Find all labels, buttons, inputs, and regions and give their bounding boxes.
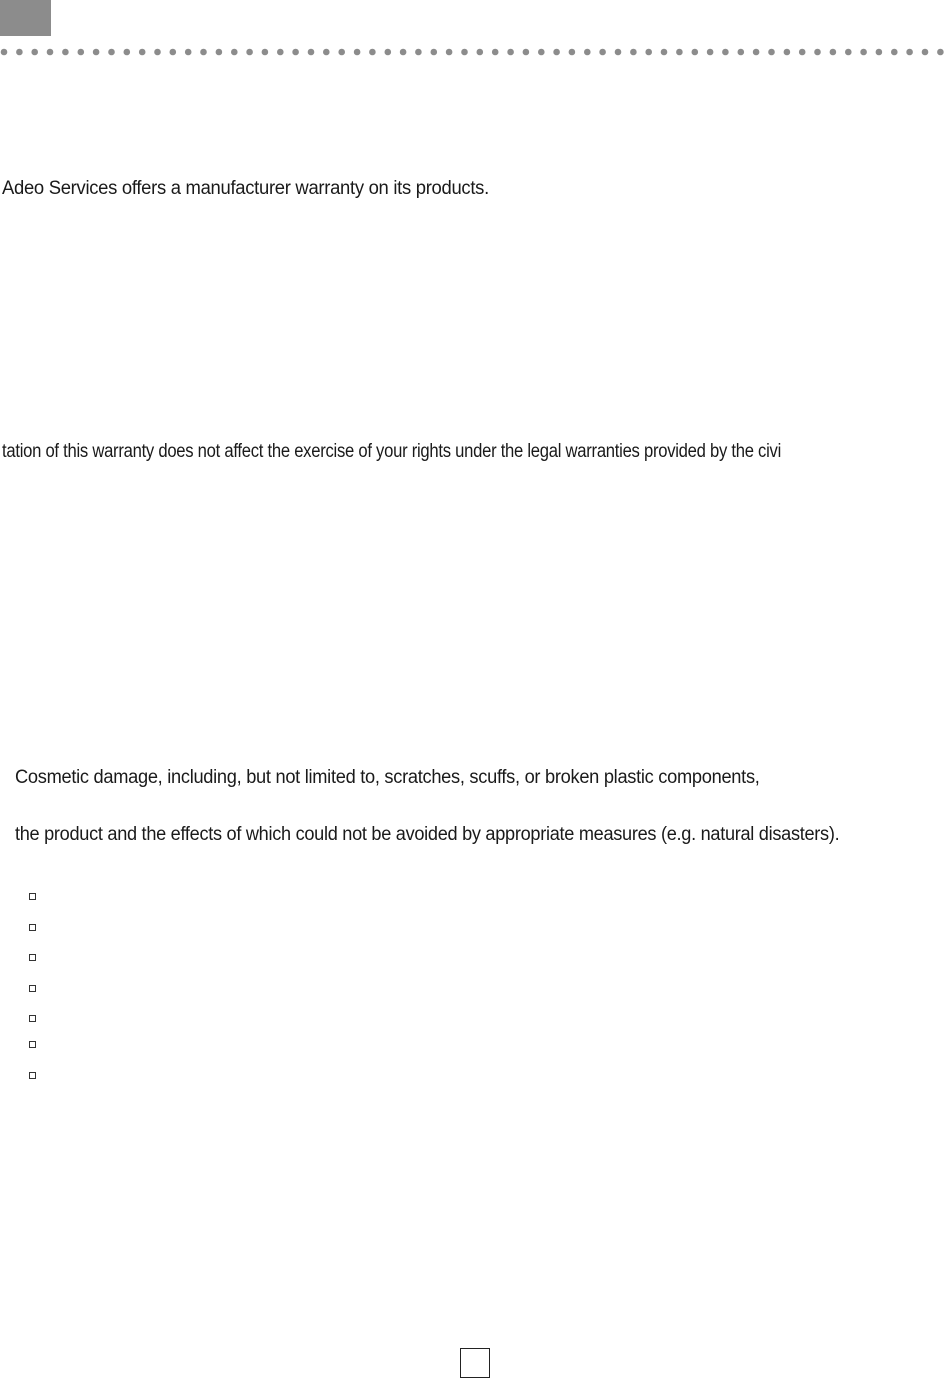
- divider-dot: [93, 49, 100, 56]
- divider-dot: [415, 49, 422, 56]
- divider-dot: [922, 49, 929, 56]
- divider-dot: [185, 49, 192, 56]
- divider-dot: [630, 49, 637, 56]
- divider-dot: [338, 49, 345, 56]
- checkbox-bullet: [29, 924, 36, 931]
- divider-dot: [584, 49, 591, 56]
- divider-dot: [1, 49, 8, 56]
- divider-dot: [108, 49, 115, 56]
- checkbox-bullet: [29, 985, 36, 992]
- divider-dot: [814, 49, 821, 56]
- divider-dot: [799, 49, 806, 56]
- checkbox-bullet: [29, 893, 36, 900]
- divider-dot: [661, 49, 668, 56]
- divider-dot: [124, 49, 131, 56]
- divider-dot: [246, 49, 253, 56]
- divider-dot: [784, 49, 791, 56]
- divider-dot: [154, 49, 161, 56]
- divider-dot: [354, 49, 361, 56]
- divider-dot: [553, 49, 560, 56]
- divider-dot: [231, 49, 238, 56]
- divider-dot: [477, 49, 484, 56]
- divider-dot: [62, 49, 69, 56]
- divider-dot: [523, 49, 530, 56]
- divider-dot: [891, 49, 898, 56]
- divider-dot: [615, 49, 622, 56]
- divider-dot: [47, 49, 54, 56]
- divider-dot: [170, 49, 177, 56]
- divider-dot: [292, 49, 299, 56]
- divider-dot: [676, 49, 683, 56]
- divider-dot: [937, 49, 944, 56]
- divider-dot: [385, 49, 392, 56]
- divider-dot: [645, 49, 652, 56]
- page-number-box: [460, 1348, 490, 1378]
- divider-dot: [78, 49, 85, 56]
- divider-dot: [906, 49, 913, 56]
- divider-dot: [830, 49, 837, 56]
- divider-dot: [707, 49, 714, 56]
- divider-dot: [876, 49, 883, 56]
- divider-dot: [507, 49, 514, 56]
- divider-dot: [200, 49, 207, 56]
- divider-dot: [538, 49, 545, 56]
- divider-dot: [216, 49, 223, 56]
- checkbox-bullet: [29, 1072, 36, 1079]
- divider-dot: [277, 49, 284, 56]
- divider-dot: [768, 49, 775, 56]
- header-tab: [0, 0, 51, 36]
- divider-dot: [722, 49, 729, 56]
- divider-dot: [400, 49, 407, 56]
- legal-rights-text: tation of this warranty does not affect the exercise of your rights under the legal warranties provided by the civi: [2, 441, 782, 462]
- exclusion-force-majeure-text: the product and the effects of which could not be avoided by appropriate measures (e.g. natural disasters).: [15, 824, 840, 845]
- divider-dot: [845, 49, 852, 56]
- checkbox-bullet: [29, 1041, 36, 1048]
- divider-dot: [31, 49, 38, 56]
- divider-dot: [692, 49, 699, 56]
- divider-dot: [461, 49, 468, 56]
- divider-dot: [16, 49, 23, 56]
- dotted-divider: [0, 46, 950, 58]
- divider-dot: [446, 49, 453, 56]
- divider-dot: [860, 49, 867, 56]
- divider-dot: [431, 49, 438, 56]
- divider-dot: [492, 49, 499, 56]
- divider-dot: [308, 49, 315, 56]
- divider-dot: [369, 49, 376, 56]
- checkbox-bullet: [29, 954, 36, 961]
- divider-dot: [323, 49, 330, 56]
- divider-dot: [569, 49, 576, 56]
- exclusion-cosmetic-text: Cosmetic damage, including, but not limited to, scratches, scuffs, or broken plastic components,: [15, 767, 760, 788]
- checkbox-bullet: [29, 1015, 36, 1022]
- divider-dot: [139, 49, 146, 56]
- warranty-intro-text: Adeo Services offers a manufacturer warranty on its products.: [2, 178, 489, 199]
- divider-dot: [753, 49, 760, 56]
- divider-dot: [599, 49, 606, 56]
- divider-dot: [262, 49, 269, 56]
- divider-dot: [738, 49, 745, 56]
